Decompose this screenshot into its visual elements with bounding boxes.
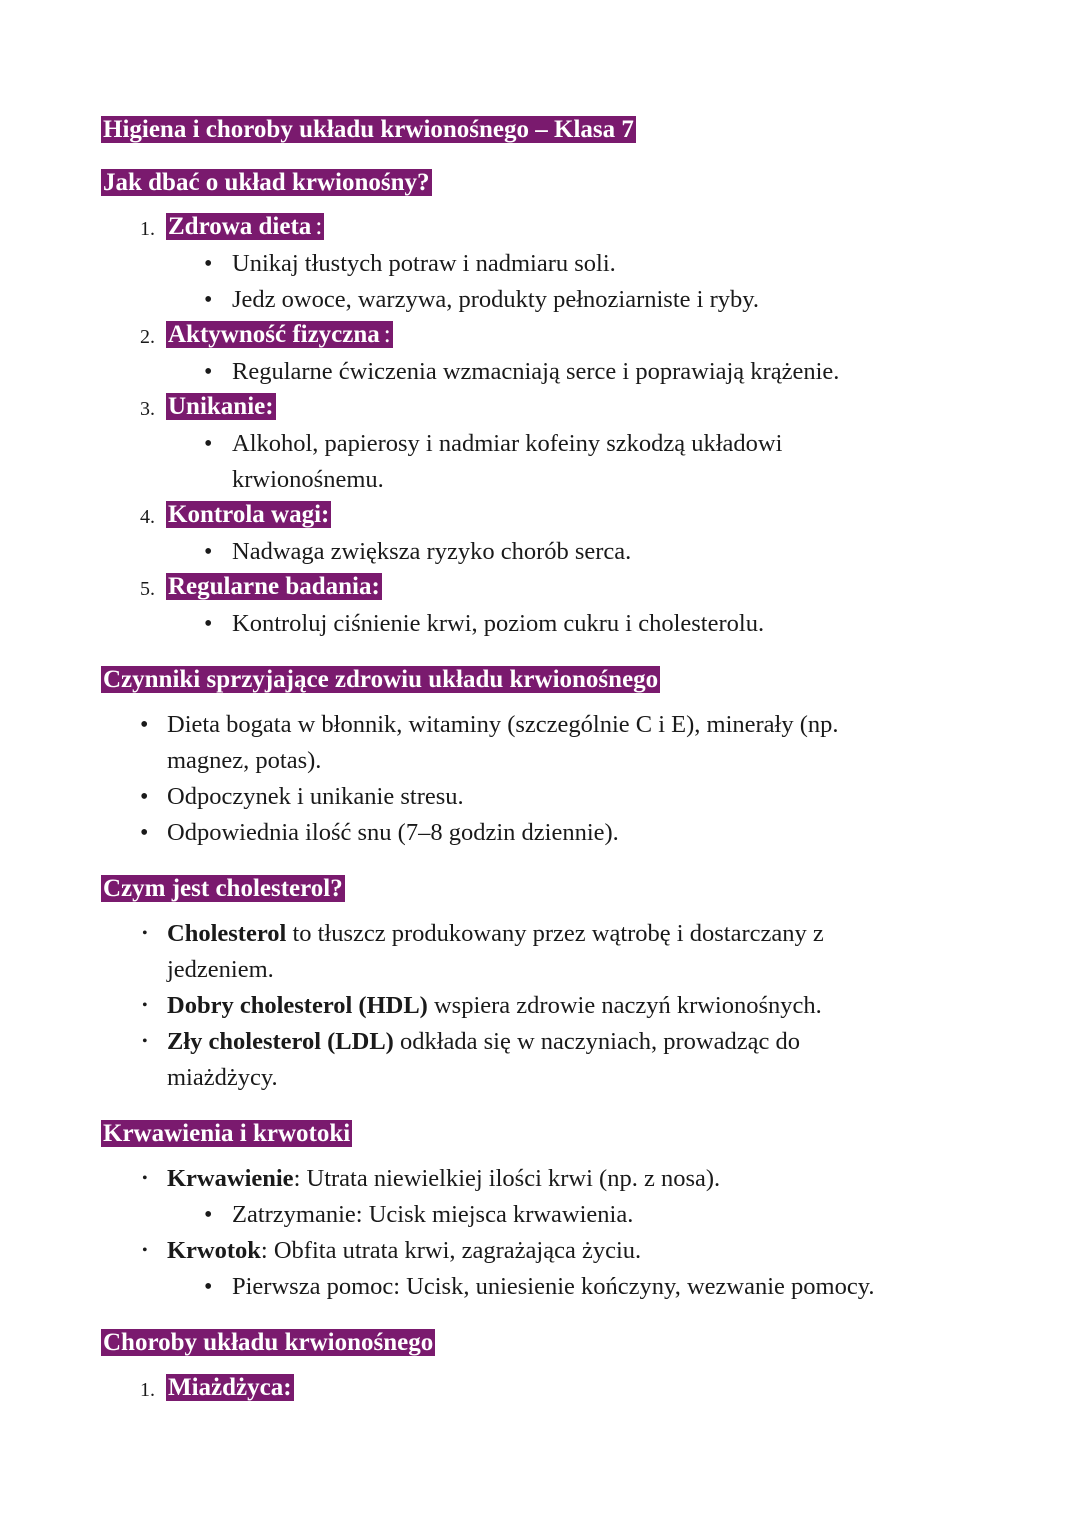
bullet-icon: • (204, 611, 213, 637)
list-item: Dieta bogata w błonnik, witaminy (szczególnie C i E), minerały (np. (167, 711, 839, 738)
list-number: 1. (140, 218, 155, 240)
bullet-icon: • (140, 712, 149, 738)
bullet-icon: • (204, 1202, 213, 1228)
bullet-icon: • (140, 784, 149, 810)
bullet-icon: • (204, 359, 213, 385)
list-item: Regularne ćwiczenia wzmacniają serce i poprawiają krążenie. (232, 358, 840, 385)
bullet-icon: • (142, 925, 148, 942)
list-item-continuation: krwionośnemu. (232, 466, 384, 493)
list-item-continuation: miażdżycy. (167, 1064, 278, 1091)
bullet-icon: • (204, 1274, 213, 1300)
list-item: Dobry cholesterol (HDL) wspiera zdrowie naczyń krwionośnych. (167, 992, 822, 1019)
list-number: 1. (140, 1379, 155, 1401)
list-item: Krwotok: Obfita utrata krwi, zagrażająca życiu. (167, 1237, 642, 1264)
document-title: Higiena i choroby układu krwionośnego – Klasa 7 (103, 116, 634, 143)
list-item-label: Kontrola wagi: (168, 501, 330, 528)
section-heading-care: Jak dbać o układ krwionośny? (103, 169, 430, 196)
bullet-icon: • (204, 539, 213, 565)
list-item-label: Aktywność fizyczna : (168, 321, 391, 348)
list-item-label: Regularne badania: (168, 573, 380, 600)
list-item: Zły cholesterol (LDL) odkłada się w naczyniach, prowadząc do (167, 1028, 800, 1055)
list-item: Zatrzymanie: Ucisk miejsca krwawienia. (232, 1201, 634, 1228)
list-item: Nadwaga zwiększa ryzyko chorób serca. (232, 538, 632, 565)
bullet-icon: • (142, 1170, 148, 1187)
list-number: 2. (140, 326, 155, 348)
list-item: Odpowiednia ilość snu (7–8 godzin dziennie). (167, 819, 619, 846)
bullet-icon: • (142, 1033, 148, 1050)
list-item: Odpoczynek i unikanie stresu. (167, 783, 464, 810)
list-number: 5. (140, 578, 155, 600)
bullet-icon: • (204, 287, 213, 313)
section-heading-diseases: Choroby układu krwionośnego (103, 1329, 434, 1356)
list-item-label: Miażdżyca: (168, 1374, 292, 1401)
list-item: Krwawienie: Utrata niewielkiej ilości krwi (np. z nosa). (167, 1165, 721, 1192)
section-heading-bleeding: Krwawienia i krwotoki (103, 1120, 351, 1147)
bullet-icon: • (142, 1242, 148, 1259)
list-item: Alkohol, papierosy i nadmiar kofeiny szkodzą układowi (232, 430, 783, 457)
list-item: Kontroluj ciśnienie krwi, poziom cukru i cholesterolu. (232, 610, 765, 637)
list-item: Jedz owoce, warzywa, produkty pełnoziarniste i ryby. (232, 286, 760, 313)
list-item: Cholesterol to tłuszcz produkowany przez wątrobę i dostarczany z (167, 920, 824, 947)
list-item: Pierwsza pomoc: Ucisk, uniesienie kończyny, wezwanie pomocy. (232, 1273, 875, 1300)
bullet-icon: • (142, 997, 148, 1014)
list-item-continuation: magnez, potas). (167, 747, 322, 774)
list-number: 3. (140, 398, 155, 420)
bullet-icon: • (140, 820, 149, 846)
list-item-label: Zdrowa dieta : (168, 213, 323, 240)
list-item: Unikaj tłustych potraw i nadmiaru soli. (232, 250, 616, 277)
bullet-icon: • (204, 431, 213, 457)
section-heading-cholesterol: Czym jest cholesterol? (103, 875, 343, 902)
bullet-icon: • (204, 251, 213, 277)
list-item-label: Unikanie: (168, 393, 274, 420)
section-heading-factors: Czynniki sprzyjające zdrowiu układu krwionośnego (103, 666, 659, 693)
list-item-continuation: jedzeniem. (167, 956, 274, 983)
list-number: 4. (140, 506, 155, 528)
